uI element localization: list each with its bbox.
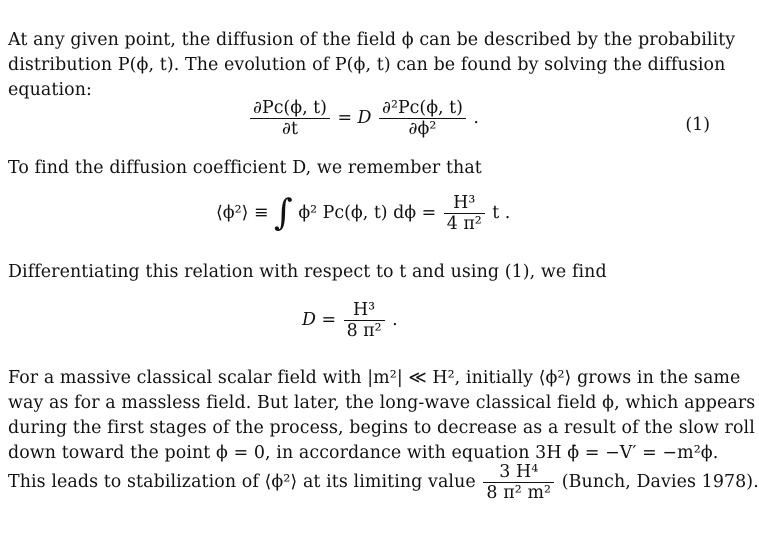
eq2-denominator: 4 π² — [446, 214, 482, 235]
eq3-numerator: H³ — [344, 300, 385, 321]
eq1-rhs-fraction — [379, 98, 466, 139]
eq3-lhs: D = — [302, 310, 337, 331]
paragraph-4-line-5 — [8, 462, 759, 503]
paragraph-4-line-3: during the first stages of the process, begins to decrease as a result of the slow roll — [8, 418, 755, 438]
eq1-rhs-numerator: ∂²Pc(ϕ, t) — [379, 98, 466, 119]
equation-1 — [248, 98, 479, 139]
equation-3 — [302, 300, 398, 341]
eq2-lhs: ⟨ϕ²⟩ ≡ — [216, 203, 269, 224]
paragraph-3-line-1: Differentiating this relation with respect to t and using (1), we find — [8, 262, 607, 282]
limiting-value-denominator: 8 π² m² — [486, 483, 552, 504]
equation-2 — [216, 193, 510, 234]
limiting-value-numerator: 3 H⁴ — [483, 462, 554, 483]
line-5-text-start: This leads to stabilization of ⟨ϕ²⟩ at its limiting value — [8, 472, 476, 493]
paragraph-4-line-1: For a massive classical scalar field with |m²| ≪ H², initially ⟨ϕ²⟩ grows in the same — [8, 368, 741, 388]
eq2-fraction — [444, 193, 485, 234]
eq3-fraction — [344, 300, 385, 341]
paragraph-1-line-2: distribution P(ϕ, t). The evolution of P(ϕ, t) can be found by solving the diffusion — [8, 55, 726, 75]
eq3-tail: . — [392, 310, 398, 331]
eq1-lhs-denominator: ∂t — [281, 119, 298, 140]
eq1-rhs-denominator: ∂ϕ² — [408, 119, 437, 140]
eq1-end: . — [473, 108, 479, 129]
citation: (Bunch, Davies 1978). — [561, 472, 759, 493]
eq1-middle: = D — [337, 108, 372, 129]
eq2-numerator: H³ — [444, 193, 485, 214]
eq2-tail: t . — [492, 203, 511, 224]
eq2-integrand: ϕ² Pc(ϕ, t) dϕ = — [298, 203, 437, 224]
integral-sign: ∫ — [274, 192, 293, 234]
paragraph-4-line-2: way as for a massless field. But later, the long-wave classical field ϕ, which appears — [8, 393, 756, 413]
paragraph-2-line-1: To find the diffusion coefficient D, we remember that — [8, 158, 482, 178]
eq1-lhs-numerator: ∂Pc(ϕ, t) — [250, 98, 330, 119]
paragraph-1-line-3: equation: — [8, 80, 92, 100]
eq3-denominator: 8 π² — [346, 321, 382, 342]
equation-1-number: (1) — [685, 115, 710, 135]
paragraph-1-line-1: At any given point, the diffusion of the field ϕ can be described by the probability — [8, 30, 736, 50]
paragraph-4-line-4: down toward the point ϕ = 0, in accordance with equation 3H ϕ̇ = −V′ = −m²ϕ. — [8, 443, 719, 463]
limiting-value-fraction — [483, 462, 554, 503]
eq1-lhs-fraction — [250, 98, 330, 139]
